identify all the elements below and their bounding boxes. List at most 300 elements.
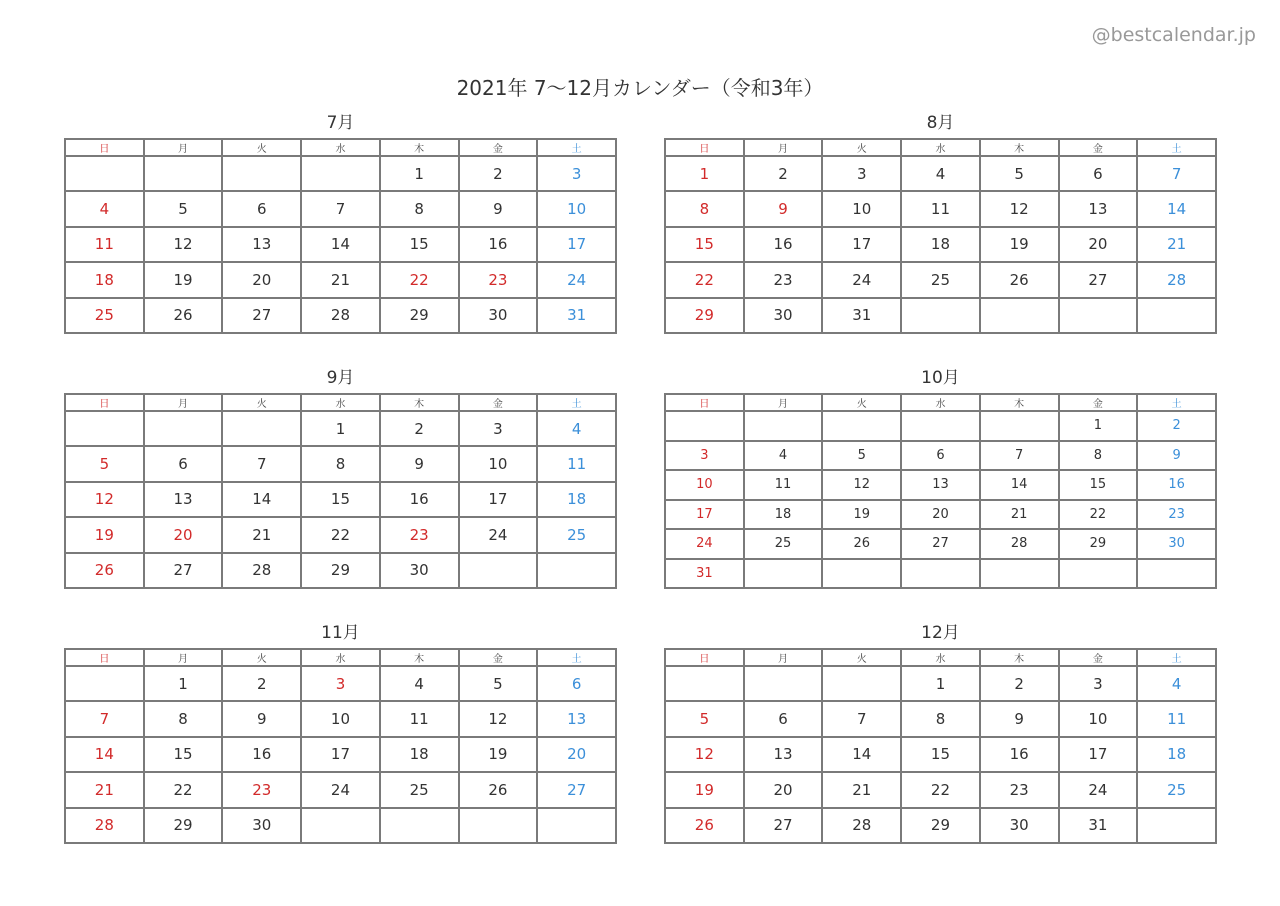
day-cell: 22 bbox=[144, 772, 223, 807]
weekday-header: 水 bbox=[901, 394, 980, 411]
day-cell: 4 bbox=[537, 411, 616, 446]
day-cell: 23 bbox=[380, 517, 459, 552]
day-cell: 1 bbox=[380, 156, 459, 191]
day-cell: 2 bbox=[380, 411, 459, 446]
day-cell: 20 bbox=[744, 772, 823, 807]
week-row bbox=[665, 262, 1216, 297]
week-row bbox=[665, 701, 1216, 736]
day-cell: 6 bbox=[144, 446, 223, 481]
weekday-header: 木 bbox=[980, 394, 1059, 411]
day-cell: 26 bbox=[665, 808, 744, 843]
day-cell: 8 bbox=[901, 701, 980, 736]
day-cell: 5 bbox=[144, 191, 223, 226]
empty-cell bbox=[744, 411, 823, 441]
day-cell: 3 bbox=[822, 156, 901, 191]
day-cell: 9 bbox=[1137, 441, 1216, 471]
day-cell: 18 bbox=[537, 482, 616, 517]
month-name: 8月 bbox=[926, 113, 955, 133]
weekday-header: 金 bbox=[459, 649, 538, 666]
day-cell: 29 bbox=[1059, 529, 1138, 559]
empty-cell bbox=[65, 411, 144, 446]
day-cell: 20 bbox=[144, 517, 223, 552]
day-cell: 8 bbox=[1059, 441, 1138, 471]
day-cell: 10 bbox=[822, 191, 901, 226]
weekday-header: 月 bbox=[144, 394, 223, 411]
day-cell: 12 bbox=[65, 482, 144, 517]
day-cell: 25 bbox=[744, 529, 823, 559]
day-cell: 14 bbox=[65, 737, 144, 772]
weekday-header: 日 bbox=[65, 139, 144, 156]
day-cell: 17 bbox=[1059, 737, 1138, 772]
month-table bbox=[64, 138, 617, 334]
weekday-header: 水 bbox=[301, 649, 380, 666]
day-cell: 16 bbox=[980, 737, 1059, 772]
day-cell: 21 bbox=[301, 262, 380, 297]
day-cell: 12 bbox=[980, 191, 1059, 226]
day-cell: 28 bbox=[301, 298, 380, 333]
weekday-header: 木 bbox=[380, 139, 459, 156]
day-cell: 9 bbox=[222, 701, 301, 736]
weekday-header: 月 bbox=[744, 394, 823, 411]
day-cell: 27 bbox=[1059, 262, 1138, 297]
empty-cell bbox=[537, 808, 616, 843]
empty-cell bbox=[744, 666, 823, 701]
day-cell: 30 bbox=[1137, 529, 1216, 559]
month-calendar bbox=[64, 367, 617, 589]
month-table bbox=[664, 648, 1217, 844]
weekday-header: 火 bbox=[222, 139, 301, 156]
day-cell: 20 bbox=[1059, 227, 1138, 262]
week-row bbox=[665, 559, 1216, 589]
day-cell: 8 bbox=[665, 191, 744, 226]
day-cell: 1 bbox=[144, 666, 223, 701]
day-cell: 29 bbox=[144, 808, 223, 843]
day-cell: 1 bbox=[665, 156, 744, 191]
month-calendar bbox=[64, 622, 617, 844]
month-calendar bbox=[664, 112, 1217, 334]
page-title: 2021年 7〜12月カレンダー（令和3年） bbox=[456, 76, 824, 100]
day-cell: 17 bbox=[459, 482, 538, 517]
day-cell: 25 bbox=[65, 298, 144, 333]
day-cell: 11 bbox=[537, 446, 616, 481]
day-cell: 28 bbox=[822, 808, 901, 843]
week-row bbox=[65, 482, 616, 517]
day-cell: 9 bbox=[459, 191, 538, 226]
weekday-header: 土 bbox=[537, 649, 616, 666]
day-cell: 19 bbox=[980, 227, 1059, 262]
day-cell: 4 bbox=[380, 666, 459, 701]
day-cell: 13 bbox=[537, 701, 616, 736]
day-cell: 9 bbox=[380, 446, 459, 481]
empty-cell bbox=[537, 553, 616, 588]
day-cell: 16 bbox=[744, 227, 823, 262]
day-cell: 14 bbox=[222, 482, 301, 517]
weekday-header: 日 bbox=[65, 394, 144, 411]
day-cell: 27 bbox=[222, 298, 301, 333]
week-row bbox=[65, 227, 616, 262]
day-cell: 17 bbox=[822, 227, 901, 262]
day-cell: 16 bbox=[1137, 470, 1216, 500]
empty-cell bbox=[980, 559, 1059, 589]
day-cell: 17 bbox=[301, 737, 380, 772]
day-cell: 5 bbox=[459, 666, 538, 701]
day-cell: 18 bbox=[380, 737, 459, 772]
week-row bbox=[665, 666, 1216, 701]
day-cell: 25 bbox=[1137, 772, 1216, 807]
weekday-header: 土 bbox=[1137, 649, 1216, 666]
weekday-header: 水 bbox=[901, 139, 980, 156]
day-cell: 3 bbox=[1059, 666, 1138, 701]
empty-cell bbox=[144, 411, 223, 446]
empty-cell bbox=[65, 666, 144, 701]
empty-cell bbox=[665, 411, 744, 441]
day-cell: 12 bbox=[822, 470, 901, 500]
day-cell: 5 bbox=[65, 446, 144, 481]
day-cell: 29 bbox=[665, 298, 744, 333]
weekday-header: 火 bbox=[822, 649, 901, 666]
day-cell: 5 bbox=[980, 156, 1059, 191]
weekday-header: 木 bbox=[980, 649, 1059, 666]
day-cell: 19 bbox=[65, 517, 144, 552]
day-cell: 30 bbox=[222, 808, 301, 843]
empty-cell bbox=[1059, 559, 1138, 589]
day-cell: 28 bbox=[980, 529, 1059, 559]
day-cell: 9 bbox=[980, 701, 1059, 736]
empty-cell bbox=[1137, 559, 1216, 589]
weekday-header: 水 bbox=[901, 649, 980, 666]
day-cell: 16 bbox=[222, 737, 301, 772]
day-cell: 27 bbox=[537, 772, 616, 807]
month-name: 12月 bbox=[921, 623, 960, 643]
day-cell: 4 bbox=[744, 441, 823, 471]
day-cell: 23 bbox=[980, 772, 1059, 807]
day-cell: 14 bbox=[301, 227, 380, 262]
week-row bbox=[65, 701, 616, 736]
day-cell: 31 bbox=[537, 298, 616, 333]
weekday-header: 日 bbox=[65, 649, 144, 666]
week-row bbox=[65, 191, 616, 226]
weekday-header: 火 bbox=[822, 394, 901, 411]
day-cell: 17 bbox=[665, 500, 744, 530]
week-row bbox=[665, 808, 1216, 843]
weekday-header: 日 bbox=[665, 394, 744, 411]
day-cell: 4 bbox=[901, 156, 980, 191]
day-cell: 3 bbox=[537, 156, 616, 191]
day-cell: 26 bbox=[822, 529, 901, 559]
day-cell: 15 bbox=[301, 482, 380, 517]
day-cell: 10 bbox=[537, 191, 616, 226]
day-cell: 24 bbox=[665, 529, 744, 559]
empty-cell bbox=[822, 411, 901, 441]
empty-cell bbox=[1137, 808, 1216, 843]
day-cell: 27 bbox=[144, 553, 223, 588]
day-cell: 29 bbox=[380, 298, 459, 333]
empty-cell bbox=[665, 666, 744, 701]
weekday-header: 日 bbox=[665, 139, 744, 156]
day-cell: 19 bbox=[665, 772, 744, 807]
empty-cell bbox=[459, 553, 538, 588]
day-cell: 25 bbox=[901, 262, 980, 297]
day-cell: 11 bbox=[1137, 701, 1216, 736]
day-cell: 17 bbox=[537, 227, 616, 262]
day-cell: 14 bbox=[822, 737, 901, 772]
day-cell: 30 bbox=[744, 298, 823, 333]
empty-cell bbox=[980, 298, 1059, 333]
day-cell: 23 bbox=[1137, 500, 1216, 530]
month-calendar bbox=[664, 622, 1217, 844]
day-cell: 6 bbox=[1059, 156, 1138, 191]
day-cell: 6 bbox=[901, 441, 980, 471]
week-row bbox=[65, 262, 616, 297]
day-cell: 11 bbox=[744, 470, 823, 500]
day-cell: 29 bbox=[901, 808, 980, 843]
day-cell: 18 bbox=[744, 500, 823, 530]
empty-cell bbox=[380, 808, 459, 843]
weekday-header: 金 bbox=[1059, 394, 1138, 411]
week-row bbox=[665, 191, 1216, 226]
day-cell: 13 bbox=[744, 737, 823, 772]
empty-cell bbox=[222, 156, 301, 191]
day-cell: 25 bbox=[380, 772, 459, 807]
empty-cell bbox=[744, 559, 823, 589]
weekday-header: 月 bbox=[144, 649, 223, 666]
weekday-header: 金 bbox=[1059, 649, 1138, 666]
day-cell: 8 bbox=[301, 446, 380, 481]
weekday-header: 火 bbox=[222, 394, 301, 411]
week-row bbox=[665, 227, 1216, 262]
empty-cell bbox=[1059, 298, 1138, 333]
day-cell: 7 bbox=[222, 446, 301, 481]
day-cell: 26 bbox=[980, 262, 1059, 297]
empty-cell bbox=[1137, 298, 1216, 333]
week-row bbox=[65, 298, 616, 333]
day-cell: 8 bbox=[380, 191, 459, 226]
weekday-header: 金 bbox=[459, 394, 538, 411]
day-cell: 13 bbox=[1059, 191, 1138, 226]
day-cell: 2 bbox=[459, 156, 538, 191]
day-cell: 24 bbox=[537, 262, 616, 297]
weekday-header: 水 bbox=[301, 139, 380, 156]
empty-cell bbox=[459, 808, 538, 843]
month-name: 10月 bbox=[921, 368, 960, 388]
week-row bbox=[65, 737, 616, 772]
day-cell: 16 bbox=[459, 227, 538, 262]
weekday-header: 月 bbox=[744, 139, 823, 156]
week-row bbox=[665, 156, 1216, 191]
week-row bbox=[65, 772, 616, 807]
week-row bbox=[65, 156, 616, 191]
week-row bbox=[665, 470, 1216, 500]
day-cell: 1 bbox=[1059, 411, 1138, 441]
day-cell: 2 bbox=[744, 156, 823, 191]
day-cell: 15 bbox=[144, 737, 223, 772]
day-cell: 20 bbox=[537, 737, 616, 772]
day-cell: 30 bbox=[980, 808, 1059, 843]
empty-cell bbox=[822, 559, 901, 589]
weekday-header: 金 bbox=[1059, 139, 1138, 156]
day-cell: 6 bbox=[744, 701, 823, 736]
day-cell: 5 bbox=[665, 701, 744, 736]
empty-cell bbox=[901, 559, 980, 589]
month-name: 9月 bbox=[326, 368, 355, 388]
day-cell: 7 bbox=[980, 441, 1059, 471]
month-name: 11月 bbox=[321, 623, 360, 643]
day-cell: 10 bbox=[1059, 701, 1138, 736]
day-cell: 31 bbox=[665, 559, 744, 589]
day-cell: 14 bbox=[1137, 191, 1216, 226]
day-cell: 23 bbox=[459, 262, 538, 297]
day-cell: 22 bbox=[380, 262, 459, 297]
month-table bbox=[64, 648, 617, 844]
day-cell: 12 bbox=[665, 737, 744, 772]
day-cell: 8 bbox=[144, 701, 223, 736]
empty-cell bbox=[222, 411, 301, 446]
day-cell: 10 bbox=[459, 446, 538, 481]
day-cell: 22 bbox=[665, 262, 744, 297]
month-calendar bbox=[64, 112, 617, 334]
weekday-header: 金 bbox=[459, 139, 538, 156]
day-cell: 7 bbox=[1137, 156, 1216, 191]
month-table bbox=[664, 393, 1217, 589]
day-cell: 2 bbox=[222, 666, 301, 701]
day-cell: 18 bbox=[65, 262, 144, 297]
day-cell: 28 bbox=[65, 808, 144, 843]
day-cell: 10 bbox=[301, 701, 380, 736]
weekday-header: 日 bbox=[665, 649, 744, 666]
weekday-header: 土 bbox=[537, 394, 616, 411]
week-row bbox=[665, 298, 1216, 333]
week-row bbox=[665, 529, 1216, 559]
week-row bbox=[65, 553, 616, 588]
day-cell: 24 bbox=[301, 772, 380, 807]
day-cell: 30 bbox=[459, 298, 538, 333]
day-cell: 11 bbox=[380, 701, 459, 736]
day-cell: 21 bbox=[822, 772, 901, 807]
day-cell: 5 bbox=[822, 441, 901, 471]
day-cell: 15 bbox=[665, 227, 744, 262]
month-table bbox=[64, 393, 617, 589]
weekday-header: 月 bbox=[144, 139, 223, 156]
day-cell: 10 bbox=[665, 470, 744, 500]
week-row bbox=[65, 446, 616, 481]
day-cell: 24 bbox=[822, 262, 901, 297]
day-cell: 26 bbox=[459, 772, 538, 807]
day-cell: 23 bbox=[222, 772, 301, 807]
weekday-header: 水 bbox=[301, 394, 380, 411]
day-cell: 20 bbox=[222, 262, 301, 297]
weekday-header: 土 bbox=[537, 139, 616, 156]
day-cell: 21 bbox=[222, 517, 301, 552]
day-cell: 22 bbox=[301, 517, 380, 552]
weekday-header: 木 bbox=[980, 139, 1059, 156]
day-cell: 3 bbox=[459, 411, 538, 446]
day-cell: 27 bbox=[744, 808, 823, 843]
day-cell: 18 bbox=[901, 227, 980, 262]
day-cell: 6 bbox=[222, 191, 301, 226]
empty-cell bbox=[901, 298, 980, 333]
day-cell: 1 bbox=[901, 666, 980, 701]
day-cell: 7 bbox=[301, 191, 380, 226]
day-cell: 22 bbox=[901, 772, 980, 807]
day-cell: 18 bbox=[1137, 737, 1216, 772]
day-cell: 7 bbox=[65, 701, 144, 736]
day-cell: 22 bbox=[1059, 500, 1138, 530]
day-cell: 4 bbox=[65, 191, 144, 226]
day-cell: 15 bbox=[1059, 470, 1138, 500]
day-cell: 28 bbox=[1137, 262, 1216, 297]
empty-cell bbox=[301, 808, 380, 843]
day-cell: 20 bbox=[901, 500, 980, 530]
week-row bbox=[665, 737, 1216, 772]
week-row bbox=[65, 517, 616, 552]
month-name: 7月 bbox=[326, 113, 355, 133]
day-cell: 13 bbox=[222, 227, 301, 262]
weekday-header: 土 bbox=[1137, 394, 1216, 411]
day-cell: 11 bbox=[901, 191, 980, 226]
day-cell: 25 bbox=[537, 517, 616, 552]
day-cell: 28 bbox=[222, 553, 301, 588]
weekday-header: 火 bbox=[222, 649, 301, 666]
day-cell: 3 bbox=[665, 441, 744, 471]
day-cell: 12 bbox=[144, 227, 223, 262]
day-cell: 16 bbox=[380, 482, 459, 517]
empty-cell bbox=[980, 411, 1059, 441]
day-cell: 21 bbox=[980, 500, 1059, 530]
week-row bbox=[65, 808, 616, 843]
empty-cell bbox=[901, 411, 980, 441]
day-cell: 3 bbox=[301, 666, 380, 701]
day-cell: 9 bbox=[744, 191, 823, 226]
day-cell: 24 bbox=[1059, 772, 1138, 807]
weekday-header: 木 bbox=[380, 394, 459, 411]
week-row bbox=[665, 772, 1216, 807]
empty-cell bbox=[301, 156, 380, 191]
day-cell: 27 bbox=[901, 529, 980, 559]
day-cell: 7 bbox=[822, 701, 901, 736]
day-cell: 30 bbox=[380, 553, 459, 588]
day-cell: 19 bbox=[144, 262, 223, 297]
day-cell: 12 bbox=[459, 701, 538, 736]
day-cell: 14 bbox=[980, 470, 1059, 500]
weekday-header: 火 bbox=[822, 139, 901, 156]
day-cell: 26 bbox=[65, 553, 144, 588]
day-cell: 31 bbox=[822, 298, 901, 333]
month-table bbox=[664, 138, 1217, 334]
day-cell: 15 bbox=[901, 737, 980, 772]
day-cell: 11 bbox=[65, 227, 144, 262]
day-cell: 23 bbox=[744, 262, 823, 297]
day-cell: 24 bbox=[459, 517, 538, 552]
week-row bbox=[665, 441, 1216, 471]
week-row bbox=[665, 500, 1216, 530]
site-credit: @bestcalendar.jp bbox=[1091, 24, 1256, 46]
day-cell: 21 bbox=[1137, 227, 1216, 262]
day-cell: 4 bbox=[1137, 666, 1216, 701]
weekday-header: 月 bbox=[744, 649, 823, 666]
day-cell: 26 bbox=[144, 298, 223, 333]
day-cell: 13 bbox=[144, 482, 223, 517]
day-cell: 2 bbox=[980, 666, 1059, 701]
day-cell: 2 bbox=[1137, 411, 1216, 441]
month-calendar bbox=[664, 367, 1217, 589]
week-row bbox=[65, 411, 616, 446]
weekday-header: 土 bbox=[1137, 139, 1216, 156]
day-cell: 15 bbox=[380, 227, 459, 262]
day-cell: 19 bbox=[459, 737, 538, 772]
day-cell: 13 bbox=[901, 470, 980, 500]
week-row bbox=[65, 666, 616, 701]
day-cell: 21 bbox=[65, 772, 144, 807]
